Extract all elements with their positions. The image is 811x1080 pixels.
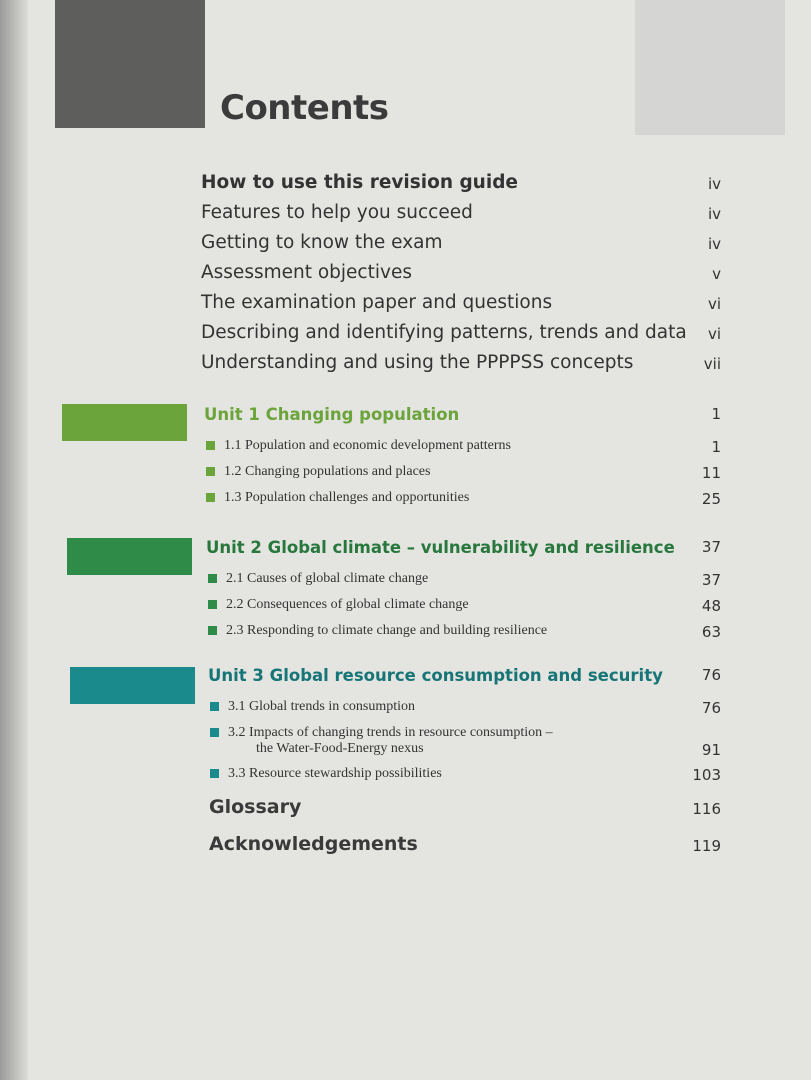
page-number: 1	[711, 438, 721, 456]
page-number: 91	[701, 741, 721, 759]
page-number: iv	[707, 205, 721, 223]
front-matter-entry	[0, 172, 811, 198]
front-matter-entry	[0, 352, 811, 378]
page-number: 25	[701, 490, 721, 508]
entry-title	[210, 725, 553, 757]
front-matter-entry	[0, 232, 811, 258]
page-number: 11	[701, 464, 721, 482]
topic-entry	[0, 623, 811, 649]
topic-entry	[0, 699, 811, 725]
entry-title: The examination paper and questions	[201, 292, 553, 313]
page-title: Contents	[220, 88, 389, 128]
page-number: 1	[711, 405, 721, 423]
unit-heading	[0, 666, 811, 692]
entry-title: Features to help you succeed	[201, 202, 473, 223]
page-number: 37	[701, 571, 721, 589]
back-matter-entry	[0, 796, 811, 822]
entry-title: 2.1 Causes of global climate change	[226, 571, 429, 586]
entry-title: Acknowledgements	[209, 833, 418, 855]
entry-title: Describing and identifying patterns, trends and data	[201, 322, 687, 343]
topic-entry	[0, 766, 811, 792]
page-number: 76	[701, 699, 721, 717]
header-block-faint	[635, 0, 785, 135]
page-number: 76	[701, 666, 721, 684]
page-number: vii	[703, 355, 721, 373]
entry-title: 1.3 Population challenges and opportunities	[224, 490, 470, 505]
page-number: 103	[692, 766, 721, 784]
header-block	[55, 0, 205, 128]
front-matter-entry	[0, 322, 811, 348]
unit-heading	[0, 405, 811, 431]
topic-entry	[0, 571, 811, 597]
page-number: 116	[692, 800, 721, 818]
bullet-square-icon	[206, 441, 215, 450]
page-number: vi	[707, 295, 721, 313]
entry-title: Getting to know the exam	[201, 232, 443, 253]
entry-title: Understanding and using the PPPPSS concepts	[201, 352, 634, 373]
entry-title: Assessment objectives	[201, 262, 412, 283]
entry-title: Unit 3 Global resource consumption and security	[208, 666, 663, 685]
topic-entry	[0, 490, 811, 516]
entry-title: Glossary	[209, 796, 302, 818]
topic-entry	[0, 464, 811, 490]
bullet-square-icon	[210, 702, 219, 711]
back-matter-entry	[0, 833, 811, 859]
bullet-square-icon	[208, 574, 217, 583]
entry-title: Unit 2 Global climate – vulnerability and resilience	[206, 538, 675, 557]
entry-title: Unit 1 Changing population	[204, 405, 460, 424]
page-number: 48	[701, 597, 721, 615]
topic-entry	[0, 597, 811, 623]
page-number: 37	[701, 538, 721, 556]
bullet-square-icon	[210, 728, 219, 737]
bullet-square-icon	[208, 626, 217, 635]
entry-title: 2.2 Consequences of global climate change	[226, 597, 469, 612]
bullet-square-icon	[206, 493, 215, 502]
bullet-square-icon	[208, 600, 217, 609]
unit-heading	[0, 538, 811, 564]
entry-title: 1.1 Population and economic development patterns	[224, 438, 511, 453]
front-matter-entry	[0, 292, 811, 318]
page-number: v	[712, 265, 721, 283]
topic-entry	[0, 438, 811, 464]
front-matter-entry	[0, 262, 811, 288]
entry-title-line: 3.2 Impacts of changing trends in resource consumption –	[228, 725, 553, 740]
page-number: 119	[692, 837, 721, 855]
entry-title: 3.3 Resource stewardship possibilities	[228, 766, 442, 781]
entry-title: 1.2 Changing populations and places	[224, 464, 431, 479]
front-matter-entry	[0, 202, 811, 228]
entry-title-continued: the Water-Food-Energy nexus	[256, 741, 424, 756]
page-number: iv	[707, 235, 721, 253]
entry-title: 3.1 Global trends in consumption	[228, 699, 416, 714]
page-number: iv	[707, 175, 721, 193]
page-number: vi	[707, 325, 721, 343]
entry-title: 2.3 Responding to climate change and building resilience	[226, 623, 548, 638]
topic-entry	[0, 725, 811, 759]
bullet-square-icon	[206, 467, 215, 476]
entry-title: How to use this revision guide	[201, 172, 518, 193]
page-number: 63	[701, 623, 721, 641]
bullet-square-icon	[210, 769, 219, 778]
